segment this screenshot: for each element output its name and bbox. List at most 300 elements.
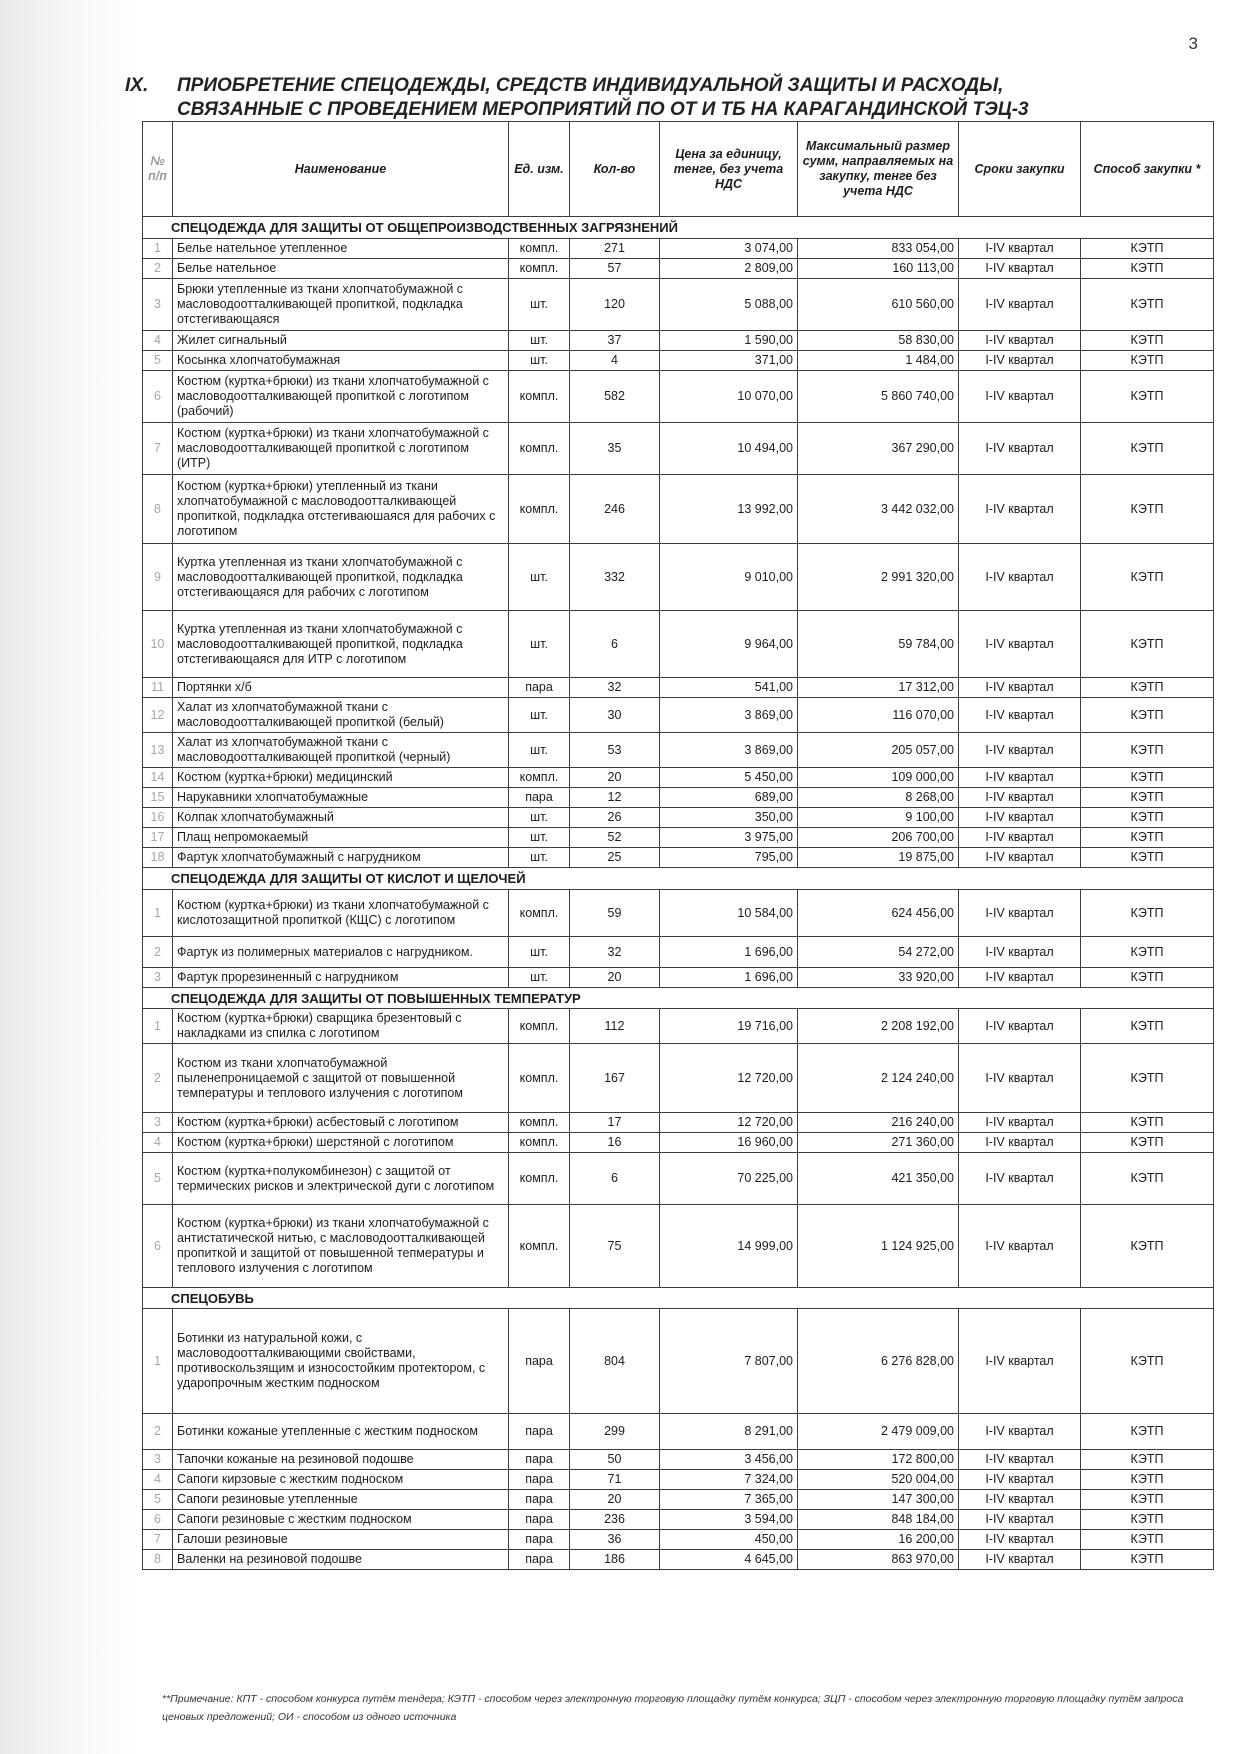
cell-unit: шт.	[509, 544, 570, 611]
cell-qty: 50	[570, 1450, 660, 1470]
cell-unit: компл.	[509, 1133, 570, 1153]
cell-n: 10	[143, 611, 173, 678]
cell-unit: компл.	[509, 259, 570, 279]
cell-method: КЭТП	[1081, 828, 1214, 848]
cell-qty: 6	[570, 1153, 660, 1205]
cell-qty: 236	[570, 1510, 660, 1530]
cell-unit: компл.	[509, 371, 570, 423]
table-row	[143, 848, 1214, 868]
cell-name: Плащ непромокаемый	[173, 828, 509, 848]
cell-price: 9 964,00	[660, 611, 798, 678]
category-title: СПЕЦОБУВЬ	[143, 1288, 1214, 1309]
cell-price: 1 590,00	[660, 331, 798, 351]
section-title	[125, 74, 1185, 122]
cell-period: I-IV квартал	[959, 611, 1081, 678]
cell-price: 4 645,00	[660, 1550, 798, 1570]
cell-name: Костюм (куртка+брюки) утепленный из ткани хлопчатобумажной с масловодоотталкивающей пропиткой, подкладка отстегиваюшаяся для рабочих с логотипом	[173, 475, 509, 544]
category-row	[143, 217, 1214, 239]
cell-name: Халат из хлопчатобумажной ткани с масловодоотталкивающей пропиткой (белый)	[173, 698, 509, 733]
cell-method: КЭТП	[1081, 733, 1214, 768]
cell-n: 18	[143, 848, 173, 868]
cell-qty: 186	[570, 1550, 660, 1570]
cell-method: КЭТП	[1081, 848, 1214, 868]
cell-total: 520 004,00	[798, 1470, 959, 1490]
cell-price: 7 365,00	[660, 1490, 798, 1510]
cell-unit: пара	[509, 1470, 570, 1490]
cell-method: КЭТП	[1081, 808, 1214, 828]
cell-period: I-IV квартал	[959, 1044, 1081, 1113]
cell-method: КЭТП	[1081, 788, 1214, 808]
header-price: Цена за единицу, тенге, без учета НДС	[660, 122, 798, 217]
table-row	[143, 1414, 1214, 1450]
cell-name: Фартук из полимерных материалов с нагрудником.	[173, 937, 509, 968]
cell-unit: шт.	[509, 968, 570, 988]
footnote: **Примечание: КПТ - способом конкурса путём тендера; КЭТП - способом через электронную торговую площадку путём конкурса; ЗЦП - способом через электронную торговую площадку путём запроса ценовых предложений; ОИ - способом из одного источника	[162, 1693, 1184, 1723]
table-row	[143, 1510, 1214, 1530]
cell-price: 13 992,00	[660, 475, 798, 544]
cell-method: КЭТП	[1081, 331, 1214, 351]
cell-n: 16	[143, 808, 173, 828]
table-row	[143, 698, 1214, 733]
cell-total: 8 268,00	[798, 788, 959, 808]
cell-price: 689,00	[660, 788, 798, 808]
cell-n: 6	[143, 1510, 173, 1530]
cell-method: КЭТП	[1081, 1044, 1214, 1113]
cell-qty: 582	[570, 371, 660, 423]
cell-n: 6	[143, 1205, 173, 1288]
cell-total: 9 100,00	[798, 808, 959, 828]
cell-period: I-IV квартал	[959, 331, 1081, 351]
cell-n: 15	[143, 788, 173, 808]
cell-n: 7	[143, 423, 173, 475]
cell-name: Халат из хлопчатобумажной ткани с масловодоотталкивающей пропиткой (черный)	[173, 733, 509, 768]
cell-unit: компл.	[509, 768, 570, 788]
cell-n: 14	[143, 768, 173, 788]
cell-method: КЭТП	[1081, 768, 1214, 788]
table-row	[143, 828, 1214, 848]
cell-name: Куртка утепленная из ткани хлопчатобумажной с масловодоотталкивающей пропиткой, подкладка отстегивающаяся для рабочих с логотипом	[173, 544, 509, 611]
cell-price: 14 999,00	[660, 1205, 798, 1288]
cell-unit: компл.	[509, 1153, 570, 1205]
cell-name: Костюм (куртка+брюки) из ткани хлопчатобумажной с кислотозащитной пропиткой (КЩС) с логотипом	[173, 890, 509, 937]
cell-price: 9 010,00	[660, 544, 798, 611]
cell-qty: 112	[570, 1009, 660, 1044]
cell-name: Белье нательное утепленное	[173, 239, 509, 259]
table-row	[143, 1450, 1214, 1470]
cell-total: 17 312,00	[798, 678, 959, 698]
cell-total: 367 290,00	[798, 423, 959, 475]
cell-period: I-IV квартал	[959, 1490, 1081, 1510]
cell-method: КЭТП	[1081, 1205, 1214, 1288]
cell-method: КЭТП	[1081, 1133, 1214, 1153]
cell-method: КЭТП	[1081, 1470, 1214, 1490]
cell-n: 9	[143, 544, 173, 611]
table-row	[143, 1309, 1214, 1414]
table-row	[143, 1113, 1214, 1133]
cell-name: Сапоги резиновые утепленные	[173, 1490, 509, 1510]
cell-total: 58 830,00	[798, 331, 959, 351]
table-row	[143, 239, 1214, 259]
cell-unit: компл.	[509, 1205, 570, 1288]
cell-period: I-IV квартал	[959, 1470, 1081, 1490]
cell-period: I-IV квартал	[959, 1153, 1081, 1205]
cell-qty: 4	[570, 351, 660, 371]
table-row	[143, 1470, 1214, 1490]
cell-unit: пара	[509, 788, 570, 808]
cell-method: КЭТП	[1081, 239, 1214, 259]
procurement-table	[142, 121, 1214, 1570]
cell-n: 12	[143, 698, 173, 733]
table-row	[143, 1550, 1214, 1570]
cell-period: I-IV квартал	[959, 1414, 1081, 1450]
cell-qty: 167	[570, 1044, 660, 1113]
cell-method: КЭТП	[1081, 1153, 1214, 1205]
category-row	[143, 1288, 1214, 1309]
cell-price: 3 869,00	[660, 733, 798, 768]
cell-n: 2	[143, 1414, 173, 1450]
table-row	[143, 259, 1214, 279]
cell-period: I-IV квартал	[959, 768, 1081, 788]
cell-total: 205 057,00	[798, 733, 959, 768]
cell-unit: компл.	[509, 423, 570, 475]
cell-name: Портянки х/б	[173, 678, 509, 698]
cell-price: 795,00	[660, 848, 798, 868]
cell-name: Костюм (куртка+брюки) сварщика брезентовый с накладками из спилка с логотипом	[173, 1009, 509, 1044]
section-title-line1: ПРИОБРЕТЕНИЕ СПЕЦОДЕЖДЫ, СРЕДСТВ ИНДИВИДУАЛЬНОЙ ЗАЩИТЫ И РАСХОДЫ,	[177, 75, 1004, 96]
cell-period: I-IV квартал	[959, 1530, 1081, 1550]
cell-period: I-IV квартал	[959, 1550, 1081, 1570]
cell-method: КЭТП	[1081, 1490, 1214, 1510]
cell-qty: 59	[570, 890, 660, 937]
cell-n: 3	[143, 1113, 173, 1133]
header-unit: Ед. изм.	[509, 122, 570, 217]
cell-qty: 37	[570, 331, 660, 351]
section-roman-numeral: IX.	[125, 75, 149, 96]
cell-period: I-IV квартал	[959, 279, 1081, 331]
cell-qty: 20	[570, 968, 660, 988]
cell-n: 5	[143, 1153, 173, 1205]
cell-period: I-IV квартал	[959, 788, 1081, 808]
cell-price: 541,00	[660, 678, 798, 698]
cell-unit: пара	[509, 1309, 570, 1414]
cell-method: КЭТП	[1081, 1414, 1214, 1450]
cell-total: 59 784,00	[798, 611, 959, 678]
cell-unit: компл.	[509, 239, 570, 259]
cell-method: КЭТП	[1081, 371, 1214, 423]
cell-method: КЭТП	[1081, 475, 1214, 544]
cell-price: 3 074,00	[660, 239, 798, 259]
cell-price: 2 809,00	[660, 259, 798, 279]
cell-n: 4	[143, 1470, 173, 1490]
table-row	[143, 937, 1214, 968]
cell-name: Костюм (куртка+брюки) из ткани хлопчатобумажной с антистатической нитью, с масловодоотталкивающей пропиткой и защитой от повышенной тепмературы и теплового излучения с логотипом	[173, 1205, 509, 1288]
cell-n: 2	[143, 1044, 173, 1113]
cell-total: 610 560,00	[798, 279, 959, 331]
cell-total: 16 200,00	[798, 1530, 959, 1550]
cell-period: I-IV квартал	[959, 544, 1081, 611]
cell-unit: пара	[509, 1490, 570, 1510]
table-row	[143, 423, 1214, 475]
cell-name: Ботинки кожаные утепленные с жестким подноском	[173, 1414, 509, 1450]
cell-name: Ботинки из натуральной кожи, с масловодоотталкивающими свойствами, противоскользящим и износостойким протектором, с ударопрочным жестким подноском	[173, 1309, 509, 1414]
cell-unit: пара	[509, 1550, 570, 1570]
cell-n: 3	[143, 1450, 173, 1470]
cell-total: 54 272,00	[798, 937, 959, 968]
cell-period: I-IV квартал	[959, 351, 1081, 371]
cell-total: 216 240,00	[798, 1113, 959, 1133]
cell-period: I-IV квартал	[959, 1309, 1081, 1414]
cell-period: I-IV квартал	[959, 259, 1081, 279]
cell-qty: 299	[570, 1414, 660, 1450]
cell-price: 7 324,00	[660, 1470, 798, 1490]
cell-period: I-IV квартал	[959, 1009, 1081, 1044]
table-row	[143, 1530, 1214, 1550]
table-row	[143, 279, 1214, 331]
cell-unit: пара	[509, 1530, 570, 1550]
cell-period: I-IV квартал	[959, 1510, 1081, 1530]
cell-period: I-IV квартал	[959, 890, 1081, 937]
cell-method: КЭТП	[1081, 890, 1214, 937]
cell-n: 11	[143, 678, 173, 698]
cell-n: 1	[143, 890, 173, 937]
table-row	[143, 331, 1214, 351]
cell-total: 833 054,00	[798, 239, 959, 259]
cell-qty: 20	[570, 1490, 660, 1510]
cell-n: 8	[143, 1550, 173, 1570]
cell-total: 2 991 320,00	[798, 544, 959, 611]
cell-price: 10 494,00	[660, 423, 798, 475]
cell-total: 6 276 828,00	[798, 1309, 959, 1414]
cell-total: 5 860 740,00	[798, 371, 959, 423]
cell-n: 3	[143, 279, 173, 331]
cell-n: 17	[143, 828, 173, 848]
cell-n: 6	[143, 371, 173, 423]
cell-period: I-IV квартал	[959, 937, 1081, 968]
cell-unit: шт.	[509, 698, 570, 733]
cell-method: КЭТП	[1081, 279, 1214, 331]
cell-price: 12 720,00	[660, 1044, 798, 1113]
table-row	[143, 1490, 1214, 1510]
cell-method: КЭТП	[1081, 423, 1214, 475]
cell-total: 2 479 009,00	[798, 1414, 959, 1450]
cell-name: Тапочки кожаные на резиновой подошве	[173, 1450, 509, 1470]
cell-qty: 271	[570, 239, 660, 259]
cell-price: 3 456,00	[660, 1450, 798, 1470]
cell-price: 5 088,00	[660, 279, 798, 331]
cell-total: 19 875,00	[798, 848, 959, 868]
cell-qty: 17	[570, 1113, 660, 1133]
cell-total: 116 070,00	[798, 698, 959, 733]
table-row	[143, 351, 1214, 371]
cell-unit: компл.	[509, 1009, 570, 1044]
cell-method: КЭТП	[1081, 698, 1214, 733]
cell-total: 33 920,00	[798, 968, 959, 988]
table-row	[143, 1133, 1214, 1153]
cell-unit: шт.	[509, 279, 570, 331]
cell-name: Костюм (куртка+брюки) из ткани хлопчатобумажной с масловодоотталкивающей пропиткой с логотипом (ИТР)	[173, 423, 509, 475]
table-row	[143, 1009, 1214, 1044]
cell-period: I-IV квартал	[959, 678, 1081, 698]
header-total: Максимальный размер сумм, направляемых на закупку, тенге без учета НДС	[798, 122, 959, 217]
table-row	[143, 371, 1214, 423]
cell-price: 16 960,00	[660, 1133, 798, 1153]
cell-n: 2	[143, 937, 173, 968]
cell-qty: 120	[570, 279, 660, 331]
cell-qty: 804	[570, 1309, 660, 1414]
cell-unit: пара	[509, 1414, 570, 1450]
cell-period: I-IV квартал	[959, 1113, 1081, 1133]
cell-period: I-IV квартал	[959, 968, 1081, 988]
cell-method: КЭТП	[1081, 611, 1214, 678]
table-row	[143, 544, 1214, 611]
header-name: Наименование	[173, 122, 509, 217]
cell-qty: 30	[570, 698, 660, 733]
cell-unit: компл.	[509, 1044, 570, 1113]
cell-qty: 35	[570, 423, 660, 475]
cell-price: 3 869,00	[660, 698, 798, 733]
cell-qty: 75	[570, 1205, 660, 1288]
category-title: СПЕЦОДЕЖДА ДЛЯ ЗАЩИТЫ ОТ КИСЛОТ И ЩЕЛОЧЕЙ	[143, 868, 1214, 890]
cell-period: I-IV квартал	[959, 475, 1081, 544]
cell-n: 5	[143, 1490, 173, 1510]
cell-qty: 6	[570, 611, 660, 678]
cell-unit: шт.	[509, 331, 570, 351]
category-title: СПЕЦОДЕЖДА ДЛЯ ЗАЩИТЫ ОТ ОБЩЕПРОИЗВОДСТВЕННЫХ ЗАГРЯЗНЕНИЙ	[143, 217, 1214, 239]
table-row	[143, 1044, 1214, 1113]
table-row	[143, 678, 1214, 698]
cell-name: Костюм (куртка+брюки) асбестовый с логотипом	[173, 1113, 509, 1133]
cell-total: 2 124 240,00	[798, 1044, 959, 1113]
table-row	[143, 808, 1214, 828]
cell-total: 3 442 032,00	[798, 475, 959, 544]
cell-qty: 246	[570, 475, 660, 544]
cell-n: 13	[143, 733, 173, 768]
cell-name: Жилет сигнальный	[173, 331, 509, 351]
cell-total: 206 700,00	[798, 828, 959, 848]
cell-name: Куртка утепленная из ткани хлопчатобумажной с масловодоотталкивающей пропиткой, подкладка отстегивающаяся для ИТР с логотипом	[173, 611, 509, 678]
cell-qty: 12	[570, 788, 660, 808]
cell-price: 19 716,00	[660, 1009, 798, 1044]
cell-period: I-IV квартал	[959, 698, 1081, 733]
cell-n: 2	[143, 259, 173, 279]
cell-price: 450,00	[660, 1530, 798, 1550]
category-row	[143, 988, 1214, 1009]
cell-total: 271 360,00	[798, 1133, 959, 1153]
cell-total: 1 124 925,00	[798, 1205, 959, 1288]
category-title: СПЕЦОДЕЖДА ДЛЯ ЗАЩИТЫ ОТ ПОВЫШЕННЫХ ТЕМПЕРАТУР	[143, 988, 1214, 1009]
cell-period: I-IV квартал	[959, 1205, 1081, 1288]
cell-unit: пара	[509, 1450, 570, 1470]
cell-n: 1	[143, 1009, 173, 1044]
cell-name: Валенки на резиновой подошве	[173, 1550, 509, 1570]
table-row	[143, 733, 1214, 768]
cell-qty: 26	[570, 808, 660, 828]
cell-total: 848 184,00	[798, 1510, 959, 1530]
cell-total: 624 456,00	[798, 890, 959, 937]
cell-name: Сапоги резиновые с жестким подноском	[173, 1510, 509, 1530]
cell-name: Костюм (куртка+брюки) медицинский	[173, 768, 509, 788]
cell-total: 2 208 192,00	[798, 1009, 959, 1044]
cell-unit: шт.	[509, 611, 570, 678]
cell-n: 1	[143, 239, 173, 259]
cell-unit: шт.	[509, 808, 570, 828]
cell-method: КЭТП	[1081, 1309, 1214, 1414]
cell-price: 8 291,00	[660, 1414, 798, 1450]
cell-name: Нарукавники хлопчатобумажные	[173, 788, 509, 808]
table-body	[143, 217, 1214, 1570]
cell-unit: пара	[509, 678, 570, 698]
cell-price: 10 584,00	[660, 890, 798, 937]
cell-period: I-IV квартал	[959, 1133, 1081, 1153]
cell-total: 1 484,00	[798, 351, 959, 371]
cell-unit: компл.	[509, 475, 570, 544]
cell-method: КЭТП	[1081, 937, 1214, 968]
table-row	[143, 1205, 1214, 1288]
cell-method: КЭТП	[1081, 678, 1214, 698]
cell-method: КЭТП	[1081, 1530, 1214, 1550]
cell-price: 3 975,00	[660, 828, 798, 848]
table-row	[143, 968, 1214, 988]
header-num: № п/п	[143, 122, 173, 217]
cell-name: Фартук хлопчатобумажный с нагрудником	[173, 848, 509, 868]
cell-price: 70 225,00	[660, 1153, 798, 1205]
cell-price: 1 696,00	[660, 968, 798, 988]
cell-period: I-IV квартал	[959, 808, 1081, 828]
cell-method: КЭТП	[1081, 351, 1214, 371]
cell-n: 4	[143, 331, 173, 351]
cell-n: 8	[143, 475, 173, 544]
cell-price: 10 070,00	[660, 371, 798, 423]
cell-total: 863 970,00	[798, 1550, 959, 1570]
cell-method: КЭТП	[1081, 1550, 1214, 1570]
cell-name: Белье нательное	[173, 259, 509, 279]
cell-qty: 16	[570, 1133, 660, 1153]
cell-qty: 36	[570, 1530, 660, 1550]
cell-unit: шт.	[509, 733, 570, 768]
cell-name: Костюм (куртка+брюки) из ткани хлопчатобумажной с масловодоотталкивающей пропиткой с логотипом (рабочий)	[173, 371, 509, 423]
cell-name: Костюм (куртка+брюки) шерстяной с логотипом	[173, 1133, 509, 1153]
cell-name: Сапоги кирзовые с жестким подноском	[173, 1470, 509, 1490]
cell-n: 5	[143, 351, 173, 371]
cell-qty: 52	[570, 828, 660, 848]
cell-qty: 332	[570, 544, 660, 611]
cell-name: Галоши резиновые	[173, 1530, 509, 1550]
table-row	[143, 1153, 1214, 1205]
cell-unit: компл.	[509, 890, 570, 937]
cell-price: 7 807,00	[660, 1309, 798, 1414]
cell-total: 147 300,00	[798, 1490, 959, 1510]
section-title-line2: СВЯЗАННЫЕ С ПРОВЕДЕНИЕМ МЕРОПРИЯТИЙ ПО ОТ И ТБ НА КАРАГАНДИНСКОЙ ТЭЦ-3	[177, 99, 1029, 120]
cell-qty: 20	[570, 768, 660, 788]
cell-method: КЭТП	[1081, 968, 1214, 988]
cell-period: I-IV квартал	[959, 733, 1081, 768]
cell-name: Фартук прорезиненный с нагрудником	[173, 968, 509, 988]
cell-unit: шт.	[509, 828, 570, 848]
cell-method: КЭТП	[1081, 259, 1214, 279]
table-row	[143, 788, 1214, 808]
cell-price: 350,00	[660, 808, 798, 828]
cell-period: I-IV квартал	[959, 1450, 1081, 1470]
cell-price: 371,00	[660, 351, 798, 371]
page-number: 3	[1188, 34, 1198, 53]
cell-price: 12 720,00	[660, 1113, 798, 1133]
cell-period: I-IV квартал	[959, 828, 1081, 848]
cell-total: 109 000,00	[798, 768, 959, 788]
cell-method: КЭТП	[1081, 1009, 1214, 1044]
table-row	[143, 890, 1214, 937]
cell-unit: пара	[509, 1510, 570, 1530]
cell-method: КЭТП	[1081, 1113, 1214, 1133]
